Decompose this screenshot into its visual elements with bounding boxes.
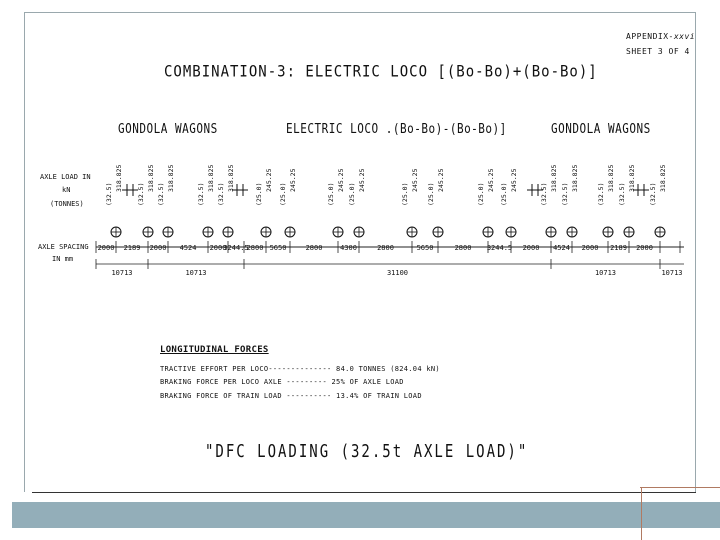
dfc-loading-title: "DFC LOADING (32.5t AXLE LOAD)" <box>205 441 529 462</box>
axle-load-label-3: (TONNES) <box>50 200 84 208</box>
axle-spacing-value: 2800 <box>454 244 472 252</box>
axle-load-kn: 318.825 <box>571 164 579 192</box>
axle-load-tonnes: (32.5) <box>597 182 605 206</box>
axle-load-tonnes: (32.5) <box>540 182 548 206</box>
axle-load-tonnes: (25.0) <box>348 182 356 206</box>
axle-load-tonnes: (25.0) <box>500 182 508 206</box>
axle-spacing-label-2: IN mm <box>52 255 74 263</box>
axle-load-kn: 245.25 <box>265 168 273 192</box>
axle-load-kn: 318.825 <box>227 164 235 192</box>
sheet-label: SHEET 3 OF 4 <box>626 47 690 56</box>
axle-load-tonnes: (25.0) <box>427 182 435 206</box>
axle-spacing-value: 5650 <box>269 244 287 252</box>
axle-spacing-value: 5650 <box>416 244 434 252</box>
total-spacing-value: 10713 <box>185 269 207 277</box>
axle-spacing-value: 3244.5 <box>486 244 513 252</box>
axle-load-tonnes: (32.5) <box>157 182 165 206</box>
axle-load-tonnes: (32.5) <box>649 182 657 206</box>
force-braking-train: BRAKING FORCE OF TRAIN LOAD ---------- 13.4% OF TRAIN LOAD <box>160 392 422 400</box>
appendix-text: APPENDIX- <box>626 32 674 41</box>
axle-spacing-value: 2800 <box>377 244 394 252</box>
axle-spacing-value: 2800 <box>246 244 264 252</box>
axle-spacing-value: 2000 <box>149 244 167 252</box>
axle-load-kn: 318.825 <box>167 164 175 192</box>
axle-load-tonnes: (32.5) <box>137 182 145 206</box>
total-spacing-value: 10713 <box>594 269 617 277</box>
axle-spacing-value: 3244.5 <box>223 244 249 252</box>
axle-load-kn: 318.825 <box>115 164 123 192</box>
force-braking-loco: BRAKING FORCE PER LOCO AXLE --------- 25% OF AXLE LOAD <box>160 378 404 386</box>
axle-load-tonnes: (25.0) <box>327 182 335 206</box>
axle-load-tonnes: (32.5) <box>217 182 225 206</box>
deco-line-h <box>640 487 720 488</box>
frame-bottom-line <box>32 492 696 493</box>
axle-load-kn: 245.25 <box>437 168 445 192</box>
axle-load-tonnes: (32.5) <box>105 182 113 206</box>
axle-load-kn: 318.825 <box>207 164 215 192</box>
axle-load-tonnes: (25.0) <box>477 182 485 206</box>
axle-load-kn: 318.825 <box>147 164 155 192</box>
axle-spacing-value: 2000 <box>522 244 540 252</box>
axle-load-tonnes: (25.0) <box>255 182 263 206</box>
axle-spacing-value: 4524 <box>553 244 570 252</box>
axle-load-kn: 318.825 <box>550 164 558 192</box>
total-spacing-value: 31100 <box>386 269 409 277</box>
axle-load-label-1: AXLE LOAD IN <box>40 173 91 181</box>
axle-load-kn: 245.25 <box>487 168 495 192</box>
axle-load-tonnes: (25.0) <box>401 182 409 206</box>
axle-load-kn: 245.25 <box>289 168 297 192</box>
axle-load-tonnes: (32.5) <box>618 182 626 206</box>
total-spacing-value: 10713 <box>111 269 133 277</box>
axle-load-tonnes: (25.0) <box>279 182 287 206</box>
axle-spacing-value: 2189 <box>610 244 627 252</box>
axle-load-kn: 245.25 <box>510 168 518 192</box>
group-right-wagons: GONDOLA WAGONS <box>551 120 651 137</box>
axle-spacing-value: 4524 <box>179 244 197 252</box>
axle-load-tonnes: (32.5) <box>197 182 205 206</box>
axle-spacing-value: 4300 <box>340 244 357 252</box>
group-left-wagons: GONDOLA WAGONS <box>118 120 218 137</box>
axle-spacing-value: 2000 <box>581 244 599 252</box>
axle-load-kn: 245.25 <box>358 168 366 192</box>
axle-load-tonnes: (32.5) <box>561 182 569 206</box>
axle-spacing-value: 2000 <box>97 244 115 252</box>
axle-spacing-value: 2000 <box>636 244 653 252</box>
axle-load-kn: 245.25 <box>337 168 345 192</box>
axle-load-kn: 318.825 <box>607 164 615 192</box>
force-tractive: TRACTIVE EFFORT PER LOCO-------------- 84.0 TONNES (824.04 kN) <box>160 365 440 373</box>
footer-bar <box>12 502 720 528</box>
total-spacing-value: 10713 <box>661 269 683 277</box>
axle-load-kn: 318.825 <box>659 164 667 192</box>
axle-spacing-value: 2000 <box>209 244 227 252</box>
axle-load-kn: 318.825 <box>628 164 636 192</box>
axle-load-label-2: kN <box>62 186 71 194</box>
combination-title: COMBINATION-3: ELECTRIC LOCO [(Bo-Bo)+(Bo-Bo)] <box>164 62 598 82</box>
axle-spacing-label-1: AXLE SPACING <box>38 243 89 251</box>
deco-line-v <box>641 487 642 540</box>
appendix-number: xxvi <box>673 32 696 41</box>
forces-heading: LONGITUDINAL FORCES <box>160 345 269 355</box>
axle-spacing-value: 2189 <box>123 244 141 252</box>
axle-load-kn: 245.25 <box>411 168 419 192</box>
axle-spacing-value: 2800 <box>305 244 323 252</box>
group-loco: ELECTRIC LOCO .(Bo-Bo)-(Bo-Bo)] <box>286 120 507 137</box>
